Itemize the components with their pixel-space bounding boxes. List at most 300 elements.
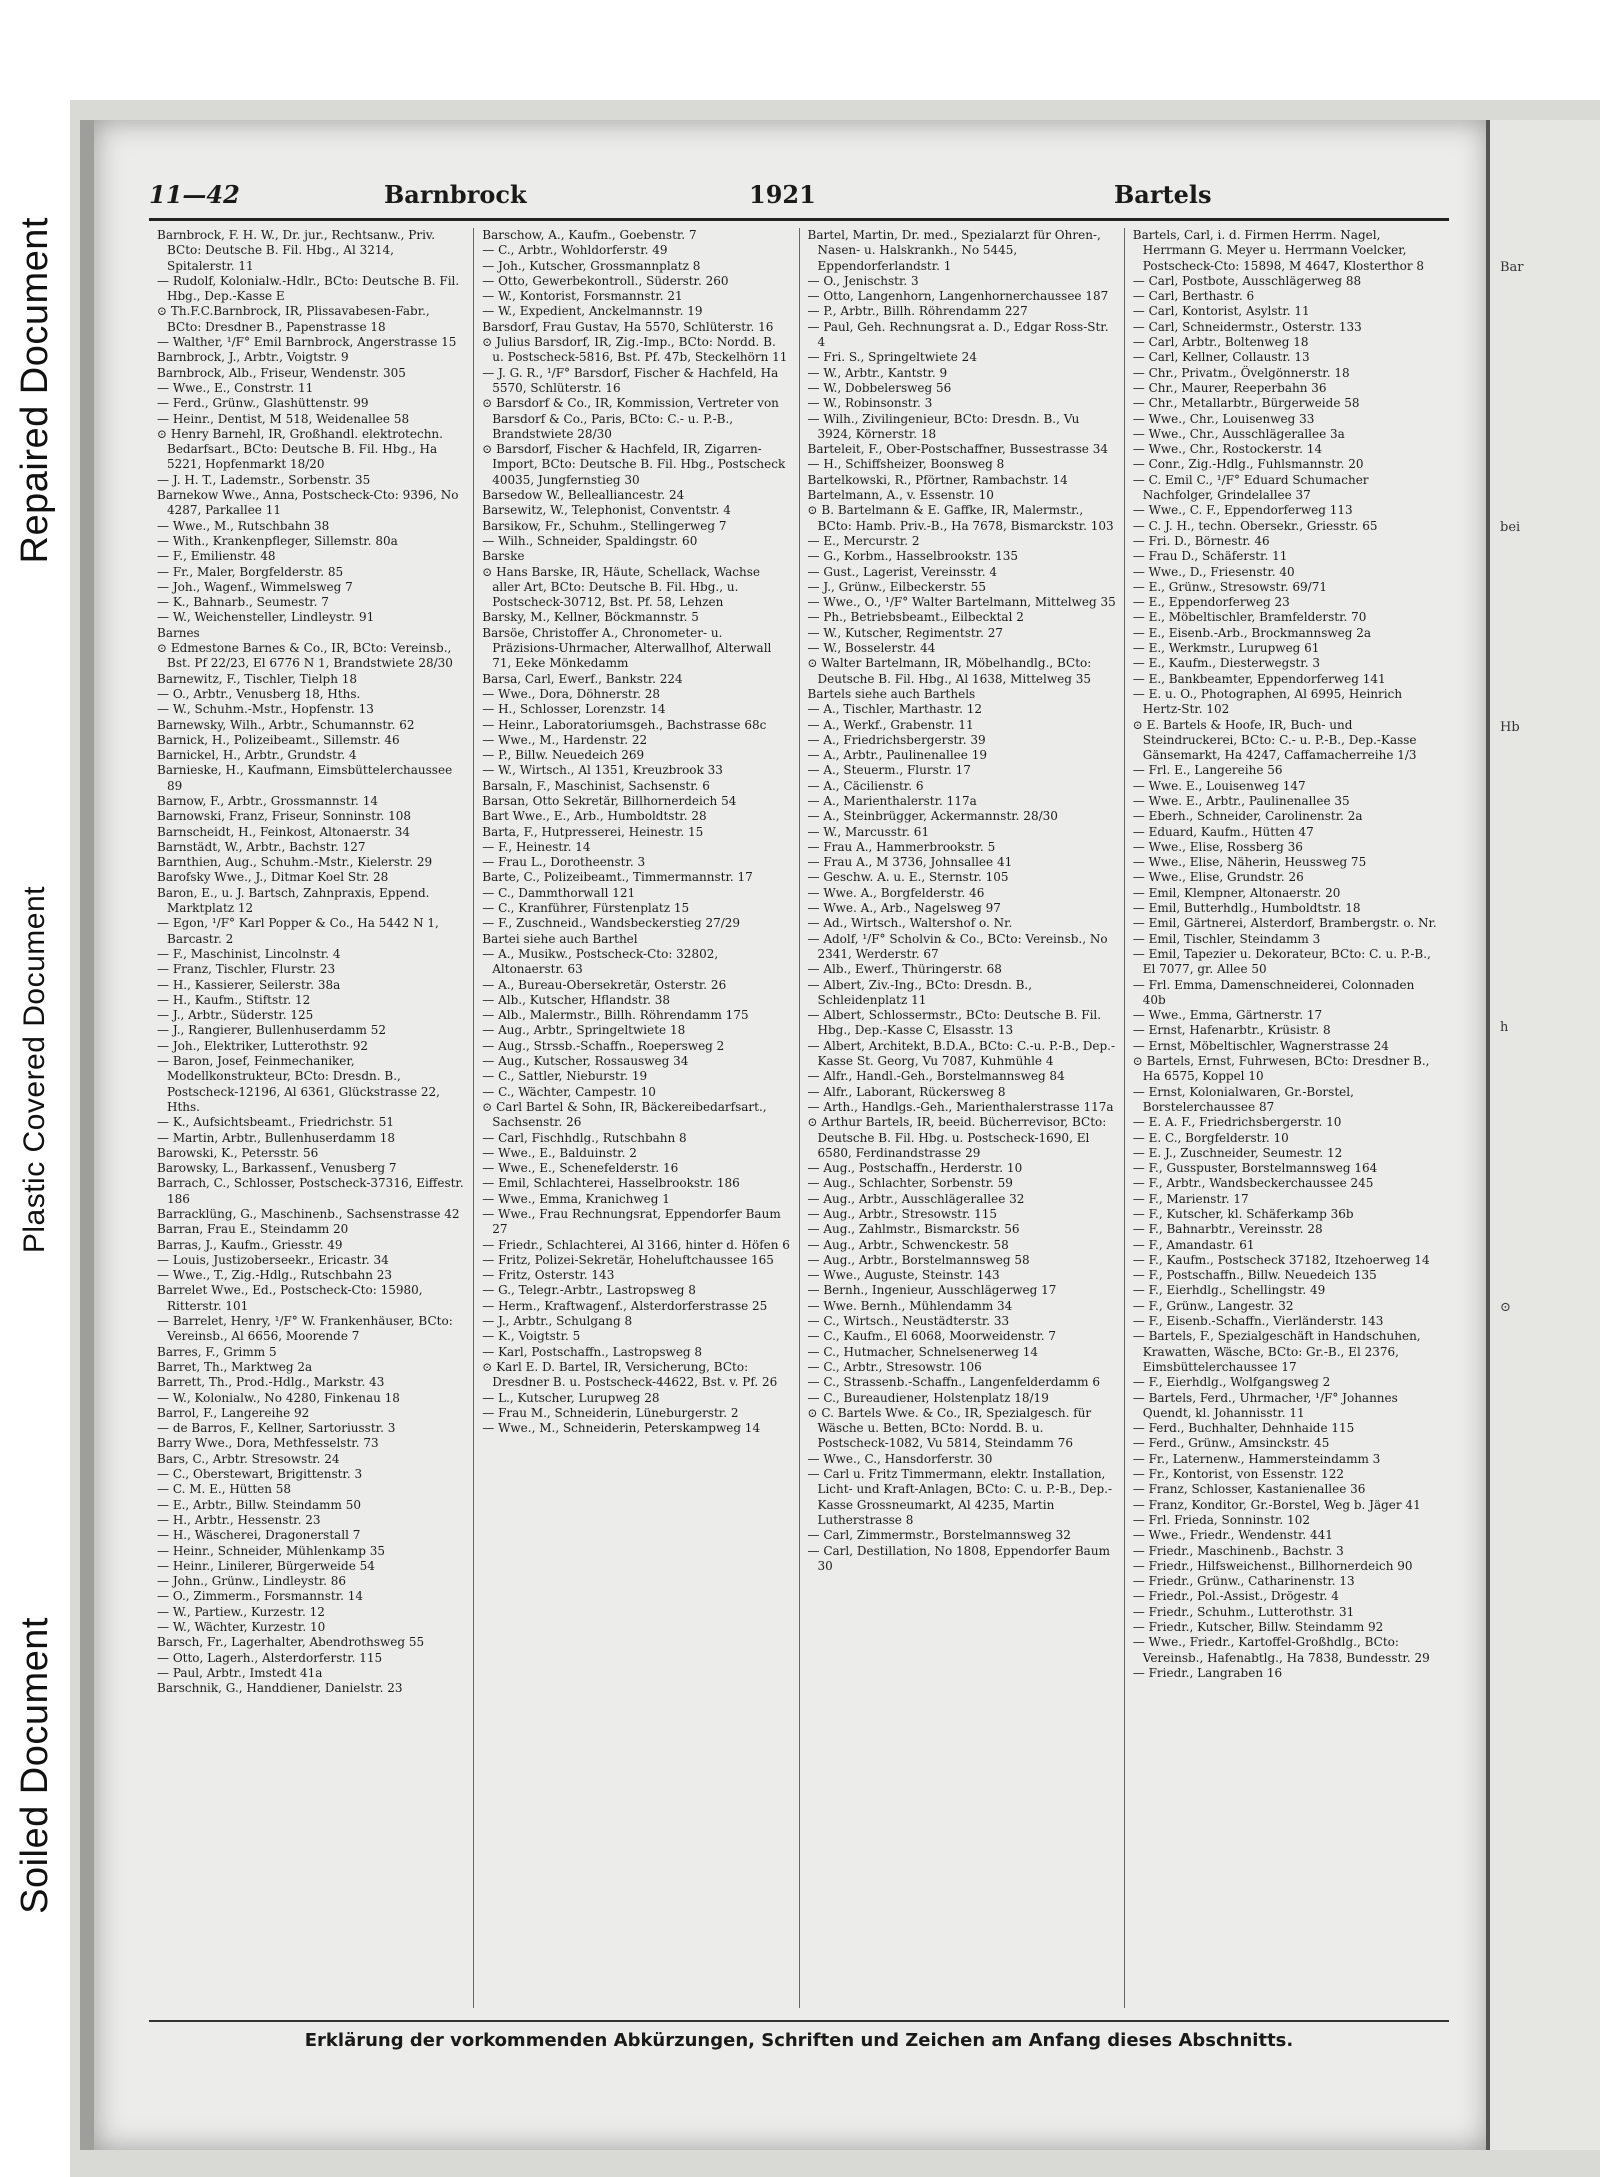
directory-entry: — Friedr., Kutscher, Billw. Steindamm 92: [1132, 1620, 1384, 1635]
directory-entry: — F., Heinestr. 14: [482, 839, 591, 854]
directory-entry: — Emil, Tischler, Steindamm 3: [1132, 931, 1321, 946]
directory-entry: — Karl, Postschaffn., Lastropsweg 8: [482, 1344, 703, 1359]
directory-entry: — Frau A., M 3736, Johnsallee 41: [807, 855, 1013, 870]
directory-entry: ⊙ Th.F.C.Barnbrock, IR, Plissavabesen-Fabr., BCto: Dresdner B., Papenstrasse 18: [157, 304, 430, 334]
directory-entry: — Aug., Arbtr., Stresowstr. 115: [807, 1207, 998, 1221]
footer-rule: [149, 2020, 1449, 2022]
directory-entry: — A., Steinbrügger, Ackermannstr. 28/30: [807, 809, 1058, 824]
directory-entry: — L., Kutscher, Lurupweg 28: [482, 1390, 660, 1405]
directory-entry: — Chr., Maurer, Reeperbahn 36: [1132, 380, 1327, 395]
scanned-document: [70, 100, 1600, 2177]
directory-entry: — A., Bureau-Obersekretär, Osterstr. 26: [482, 977, 727, 992]
directory-entry: — O., Jenischstr. 3: [807, 273, 919, 288]
directory-entry: — Wilh., Zivilingenieur, BCto: Dresdn. B., Vu 3924, Körnerstr. 18: [807, 411, 1080, 441]
directory-entry: — Ad., Wirtsch., Waltershof o. Nr.: [807, 916, 1013, 931]
directory-entry: — Herm., Kraftwagenf., Alsterdorferstrasse 25: [482, 1298, 768, 1313]
directory-entry: — Carl, Arbtr., Boltenweg 18: [1132, 335, 1309, 350]
directory-entry: Barnick, H., Polizeibeamt., Sillemstr. 46: [157, 732, 400, 747]
directory-entry: — Louis, Justizoberseekr., Ericastr. 34: [157, 1252, 389, 1267]
directory-entry: Barschnik, G., Handdiener, Danielstr. 23: [157, 1681, 403, 1696]
head-year: 1921: [749, 180, 816, 209]
directory-entry: — Aug., Arbtr., Borstelmannsweg 58: [807, 1252, 1030, 1267]
side-label-soiled: [0, 1365, 70, 2165]
directory-entry: Barte, C., Polizeibeamt., Timmermannstr. 17: [482, 870, 753, 885]
directory-entry: — Aug., Arbtr., Springeltwiete 18: [482, 1023, 686, 1038]
directory-entry: — K., Voigtstr. 5: [482, 1329, 581, 1344]
side-label-plastic: [0, 790, 70, 1350]
directory-entry: ⊙ Hans Barske, IR, Häute, Schellack, Wachse aller Art, BCto: Deutsche B. Fil. Hbg., u. Postscheck-30712, Bst. Pf. 58, Lehzen: [482, 564, 760, 610]
directory-entry: — Friedr., Maschinenb., Bachstr. 3: [1132, 1543, 1344, 1558]
directory-entry: ⊙ Edmestone Barnes & Co., IR, BCto: Vereinsb., Bst. Pf 22/23, El 6776 N 1, Brandstwiete 28/30: [157, 641, 453, 671]
directory-entry: — W., Schuhm.-Mstr., Hopfenstr. 13: [157, 702, 374, 717]
directory-entry: — E., Kaufm., Diesterwegstr. 3: [1132, 656, 1320, 671]
directory-entry: Barnes: [157, 625, 200, 640]
directory-entry: — Alfr., Laborant, Rückersweg 8: [807, 1084, 1006, 1099]
directory-entry: Barnbrock, Alb., Friseur, Wendenstr. 305: [157, 365, 406, 380]
directory-entry: ⊙ Julius Barsdorf, IR, Zig.-Imp., BCto: Nordd. B. u. Postscheck-5816, Bst. Pf. 47b, Steckelhörn 11: [482, 335, 788, 365]
adjacent-page-fragment: ⊙: [1500, 1300, 1511, 1315]
directory-entry: — Franz, Konditor, Gr.-Borstel, Weg b. Jäger 41: [1132, 1497, 1421, 1512]
directory-entry: — Wwe., E., Balduinstr. 2: [482, 1145, 637, 1160]
directory-entry: — Wwe., M., Schneiderin, Peterskampweg 14: [482, 1421, 761, 1436]
directory-entry: — Emil, Gärtnerei, Alsterdorf, Brambergstr. o. Nr.: [1132, 916, 1437, 931]
directory-entry: — Frau L., Dorotheenstr. 3: [482, 855, 646, 870]
directory-entry: — Egon, ¹/F° Karl Popper & Co., Ha 5442 N 1, Barcastr. 2: [157, 916, 439, 946]
directory-entry: — Wwe., Emma, Kranichweg 1: [482, 1191, 670, 1206]
side-label-text: Soiled Document: [13, 1616, 56, 1914]
directory-entry: Barnewitz, F., Tischler, Tielph 18: [157, 671, 358, 686]
directory-entry: — E., Eisenb.-Arb., Brockmannsweg 2a: [1132, 625, 1372, 640]
directory-entry: Barsan, Otto Sekretär, Billhornerdeich 54: [482, 793, 737, 808]
directory-entry: Barowsky, L., Barkassenf., Venusberg 7: [157, 1161, 397, 1176]
directory-entry: — Arth., Handlgs.-Geh., Marienthalerstrasse 117a: [807, 1099, 1114, 1114]
directory-page: [80, 120, 1489, 2150]
directory-entry: — Wwe., E., Schenefelderstr. 16: [482, 1161, 679, 1176]
directory-entry: — C., Wirtsch., Neustädterstr. 33: [807, 1314, 1010, 1329]
directory-entry: — Wwe. Bernh., Mühlendamm 34: [807, 1298, 1013, 1313]
directory-entry: — Fritz, Osterstr. 143: [482, 1268, 615, 1283]
directory-entry: Barsdorf, Frau Gustav, Ha 5570, Schlüterstr. 16: [482, 319, 774, 334]
directory-entry: — Carl, Schneidermstr., Osterstr. 133: [1132, 319, 1362, 334]
directory-entry: ⊙ Arthur Bartels, IR, beeid. Bücherrevisor, BCto: Deutsche B. Fil. Hbg. u. Postscheck-1690, El 6580, Ferdinandstrasse 29: [807, 1115, 1107, 1160]
directory-entry: — Albert, Schlossermstr., BCto: Deutsche B. Fil. Hbg., Dep.-Kasse C, Elsasstr. 13: [807, 1008, 1102, 1038]
adjacent-page-fragment: Hb: [1500, 720, 1520, 735]
directory-entry: — Alb., Kutscher, Hflandstr. 38: [482, 992, 671, 1007]
directory-entry: Barschow, A., Kaufm., Goebenstr. 7: [482, 228, 697, 242]
directory-entry: — W., Weichensteller, Lindleystr. 91: [157, 610, 375, 625]
directory-entry: — A., Cäcilienstr. 6: [807, 778, 924, 793]
directory-entry: Barnthien, Aug., Schuhm.-Mstr., Kielerstr. 29: [157, 855, 433, 870]
head-from-name: Barnbrock: [384, 180, 527, 209]
directory-entry: ⊙ C. Bartels Wwe. & Co., IR, Spezialgesch. für Wäsche u. Betten, BCto: Nordd. B. u. Postscheck-1082, Vu 5814, Steindamm 76: [807, 1405, 1092, 1451]
directory-entry: — G., Telegr.-Arbtr., Lastropsweg 8: [482, 1283, 696, 1298]
directory-entry: ⊙ Bartels, Ernst, Fuhrwesen, BCto: Dresdner B., Ha 6575, Koppel 10: [1132, 1054, 1430, 1084]
directory-entry: — Otto, Langenhorn, Langenhornerchaussee 187: [807, 289, 1109, 304]
directory-entry: — K., Bahnarb., Seumestr. 7: [157, 595, 329, 610]
directory-entry: — F., Grünw., Langestr. 32: [1132, 1298, 1294, 1313]
directory-entry: Baron, E., u. J. Bartsch, Zahnpraxis, Eppend. Marktplatz 12: [157, 885, 430, 916]
directory-entry: — J., Rangierer, Bullenhuserdamm 52: [157, 1023, 387, 1038]
directory-entry: — Carl u. Fritz Timmermann, elektr. Installation, Licht- und Kraft-Anlagen, BCto: C. u. P.-B., Dep.-Kasse Grossneumarkt, Al 4235, Martin Lutherstrasse 8: [807, 1467, 1113, 1527]
directory-entry: — Emil, Schlachterei, Hasselbrookstr. 186: [482, 1176, 740, 1191]
directory-entry: — Wwe. A., Borgfelderstr. 46: [807, 885, 985, 900]
directory-entry: — de Barros, F., Kellner, Sartoriusstr. 3: [157, 1421, 396, 1436]
directory-entry: — Walther, ¹/F° Emil Barnbrock, Angerstrasse 15: [157, 335, 457, 350]
directory-entry: — Chr., Privatm., Övelgönnerstr. 18: [1132, 365, 1350, 380]
directory-entry: — Fr., Laternenw., Hammersteindamm 3: [1132, 1451, 1381, 1466]
directory-entry: — Paul, Geh. Rechnungsrat a. D., Edgar Ross-Str. 4: [807, 319, 1109, 350]
directory-entry: — F., Postschaffn., Billw. Neuedeich 135: [1132, 1268, 1377, 1283]
directory-entry: — Aug., Postschaffn., Herderstr. 10: [807, 1161, 1023, 1176]
directory-entry: — C., Bureaudiener, Holstenplatz 18/19: [807, 1390, 1049, 1405]
directory-entry: Barran, Frau E., Steindamm 20: [157, 1222, 349, 1237]
side-divider: [0, 1355, 70, 1359]
directory-entry: — Gust., Lagerist, Vereinsstr. 4: [807, 564, 998, 579]
directory-entry: — Albert, Ziv.-Ing., BCto: Dresdn. B., Schleidenplatz 11: [807, 977, 1033, 1007]
directory-entry: — Carl, Kontorist, Asylstr. 11: [1132, 304, 1310, 319]
directory-entry: — Ferd., Buchhalter, Dehnhaide 115: [1132, 1421, 1355, 1436]
directory-entry: ⊙ Walter Bartelmann, IR, Möbelhandlg., BCto: Deutsche B. Fil. Hbg., Al 1638, Mittelweg 35: [807, 656, 1092, 686]
directory-entry: Barrelet Wwe., Ed., Postscheck-Cto: 15980, Ritterstr. 101: [157, 1283, 423, 1313]
directory-entry: — E. u. O., Photographen, Al 6995, Heinrich Hertz-Str. 102: [1132, 686, 1403, 717]
directory-entry: — Bartels, Ferd., Uhrmacher, ¹/F° Johannes Quendt, kl. Johannisstr. 11: [1132, 1390, 1398, 1420]
directory-entry: — Wwe., Frau Rechnungsrat, Eppendorfer Baum 27: [482, 1207, 781, 1237]
directory-entry: — Frau D., Schäferstr. 11: [1132, 549, 1288, 564]
directory-entry: — Geschw. A. u. E., Sternstr. 105: [807, 870, 1009, 885]
directory-entry: — C., Arbtr., Wohldorferstr. 49: [482, 243, 668, 258]
directory-column: [1125, 228, 1449, 2008]
directory-entry: Bars, C., Arbtr. Stresowstr. 24: [157, 1451, 340, 1466]
directory-entry: — Ernst, Möbeltischler, Wagnerstrasse 24: [1132, 1038, 1389, 1053]
directory-entry: — J. H. T., Lademstr., Sorbenstr. 35: [157, 472, 371, 487]
directory-entry: — Aug., Arbtr., Schwenckestr. 58: [807, 1237, 1009, 1252]
directory-entry: — C., Dammthorwall 121: [482, 885, 636, 900]
directory-entry: — H., Schlosser, Lorenzstr. 14: [482, 702, 666, 717]
directory-entry: — A., Tischler, Marthastr. 12: [807, 702, 983, 717]
directory-entry: Barrett, Th., Prod.-Hdlg., Markstr. 43: [157, 1375, 385, 1390]
directory-entry: — Otto, Gewerbekontroll., Süderstr. 260: [482, 273, 729, 288]
directory-entry: Barnscheidt, H., Feinkost, Altonaerstr. 34: [157, 824, 411, 839]
directory-entry: Barsaln, F., Maschinist, Sachsenstr. 6: [482, 778, 710, 793]
directory-entry: Barowski, K., Petersstr. 56: [157, 1145, 319, 1160]
directory-entry: — C., Strassenb.-Schaffn., Langenfelderdamm 6: [807, 1375, 1100, 1390]
directory-entry: — Martin, Arbtr., Bullenhuserdamm 18: [157, 1130, 395, 1145]
directory-entry: Barnstädt, W., Arbtr., Bachstr. 127: [157, 839, 366, 854]
side-label-text: Repaired Document: [13, 216, 56, 564]
directory-entry: — Fri. S., Springeltwiete 24: [807, 350, 977, 365]
directory-entry: Barnieske, H., Kaufmann, Eimsbüttelerchaussee 89: [157, 763, 453, 793]
directory-entry: — Alb., Ewerf., Thüringerstr. 68: [807, 962, 1002, 977]
directory-entry: — Fri. D., Börnestr. 46: [1132, 533, 1270, 548]
side-label-repaired: [0, 0, 70, 780]
directory-entry: — Bernh., Ingenieur, Ausschlägerweg 17: [807, 1283, 1057, 1298]
directory-entry: — Frl. Emma, Damenschneiderei, Colonnaden 40b: [1132, 977, 1415, 1007]
directory-entry: ⊙ Barsdorf, Fischer & Hachfeld, IR, Zigarren-Import, BCto: Deutsche B. Fil. Hbg., Postscheck 40035, Jungfernstieg 30: [482, 442, 786, 487]
directory-entry: — Wwe. E., Louisenweg 147: [1132, 778, 1306, 793]
directory-entry: Barnbrock, J., Arbtr., Voigtstr. 9: [157, 350, 349, 365]
directory-entry: — A., Steuerm., Flurstr. 17: [807, 763, 971, 778]
directory-entry: — Carl, Kellner, Collaustr. 13: [1132, 350, 1310, 365]
directory-entry: — F., Kutscher, kl. Schäferkamp 36b: [1132, 1207, 1354, 1221]
directory-entry: Barsa, Carl, Ewerf., Bankstr. 224: [482, 671, 683, 686]
directory-entry: — Wwe., E., Constrstr. 11: [157, 380, 314, 395]
directory-entry: — Ferd., Grünw., Amsinckstr. 45: [1132, 1436, 1330, 1451]
directory-entry: — Otto, Lagerh., Alsterdorferstr. 115: [157, 1650, 383, 1665]
directory-entry: Barta, F., Hutpresserei, Heinestr. 15: [482, 824, 704, 839]
directory-entry: — Ph., Betriebsbeamt., Eilbecktal 2: [807, 610, 1024, 625]
directory-entry: — Emil, Butterhdlg., Humboldtstr. 18: [1132, 901, 1361, 916]
directory-entry: — W., Kutscher, Regimentstr. 27: [807, 625, 1003, 640]
directory-entry: — C., Oberstewart, Brigittenstr. 3: [157, 1467, 363, 1482]
directory-entry: — Fritz, Polizei-Sekretär, Hoheluftchaussee 165: [482, 1252, 774, 1267]
running-head: [149, 180, 1449, 220]
directory-entry: — Barrelet, Henry, ¹/F° W. Frankenhäuser, BCto: Vereinsb., Al 6656, Moorende 7: [157, 1314, 453, 1344]
directory-entry: — E., Mercurstr. 2: [807, 533, 920, 548]
directory-entry: — Eduard, Kaufm., Hütten 47: [1132, 824, 1314, 839]
directory-entry: — Frl. E., Langereihe 56: [1132, 763, 1283, 778]
directory-columns: [149, 228, 1449, 2008]
directory-entry: — H., Kassierer, Seilerstr. 38a: [157, 977, 341, 992]
directory-entry: — Aug., Schlachter, Sorbenstr. 59: [807, 1176, 1013, 1191]
directory-entry: — Wwe., Elise, Rossberg 36: [1132, 839, 1303, 854]
directory-entry: Barrach, C., Schlosser, Postscheck-37316, Eiffestr. 186: [157, 1176, 464, 1206]
directory-entry: Barsch, Fr., Lagerhalter, Abendrothsweg 55: [157, 1635, 425, 1650]
directory-entry: — Franz, Schlosser, Kastanienallee 36: [1132, 1482, 1366, 1497]
directory-entry: — H., Wäscherei, Dragonerstall 7: [157, 1528, 361, 1543]
directory-entry: — W., Marcusstr. 61: [807, 824, 930, 839]
directory-entry: — Ernst, Hafenarbtr., Krüsistr. 8: [1132, 1023, 1331, 1038]
directory-entry: — W., Robinsonstr. 3: [807, 396, 933, 411]
directory-entry: — A., Musikw., Postscheck-Cto: 32802, Altonaerstr. 63: [482, 946, 719, 977]
directory-column: [800, 228, 1125, 2008]
directory-entry: — Joh., Wagenf., Wimmelsweg 7: [157, 579, 353, 594]
directory-entry: Barnewsky, Wilh., Arbtr., Schumannstr. 62: [157, 717, 415, 732]
directory-entry: — W., Dobbelersweg 56: [807, 380, 952, 395]
directory-entry: — Emil, Tapezier u. Dekorateur, BCto: C. u. P.-B., El 7077, gr. Allee 50: [1132, 946, 1431, 977]
directory-entry: — A., Arbtr., Paulinenallee 19: [807, 748, 987, 763]
directory-entry: — G., Korbm., Hasselbrookstr. 135: [807, 549, 1018, 564]
side-label-text: Plastic Covered Document: [18, 886, 51, 1254]
directory-entry: — Wwe., Dora, Döhnerstr. 28: [482, 686, 661, 701]
directory-entry: Bart Wwe., E., Arb., Humboldtstr. 28: [482, 809, 707, 824]
directory-entry: — Wwe., Auguste, Steinstr. 143: [807, 1268, 1000, 1283]
directory-entry: Barracklüng, G., Maschinenb., Sachsenstrasse 42: [157, 1207, 460, 1221]
directory-entry: — Wwe., Friedr., Wendenstr. 441: [1132, 1528, 1333, 1543]
directory-entry: — Wwe., Elise, Grundstr. 26: [1132, 870, 1304, 885]
directory-entry: — Emil, Klempner, Altonaerstr. 20: [1132, 885, 1341, 900]
directory-entry: Barrol, F., Langereihe 92: [157, 1405, 310, 1420]
directory-entry: — Chr., Metallarbtr., Bürgerweide 58: [1132, 396, 1360, 411]
directory-entry: — J. G. R., ¹/F° Barsdorf, Fischer & Hachfeld, Ha 5570, Schlüterstr. 16: [482, 365, 779, 395]
directory-entry: Barsedow W., Bellealliancestr. 24: [482, 488, 685, 503]
directory-entry: — P., Billw. Neuedeich 269: [482, 748, 645, 763]
directory-entry: — E. J., Zuschneider, Seumestr. 12: [1132, 1145, 1343, 1160]
directory-entry: — W., Kolonialw., No 4280, Finkenau 18: [157, 1390, 400, 1405]
directory-entry: — Carl, Postbote, Ausschlägerweg 88: [1132, 273, 1362, 288]
adjacent-page-fragment: Bar: [1500, 260, 1524, 275]
directory-entry: — W., Wirtsch., Al 1351, Kreuzbrook 33: [482, 763, 723, 778]
directory-entry: — Wwe., Elise, Näherin, Heussweg 75: [1132, 855, 1367, 870]
directory-entry: — Albert, Architekt, B.D.A., BCto: C.-u. P.-B., Dep.-Kasse St. Georg, Vu 7087, Kuhmühle 4: [807, 1038, 1116, 1069]
directory-column: [149, 228, 474, 2008]
directory-entry: — F., Marienstr. 17: [1132, 1191, 1249, 1206]
directory-entry: — F., Maschinist, Lincolnstr. 4: [157, 946, 341, 961]
page-number: 11—42: [149, 180, 240, 209]
directory-entry: — Wilh., Schneider, Spaldingstr. 60: [482, 533, 698, 548]
directory-entry: Barnekow Wwe., Anna, Postscheck-Cto: 9396, No 4287, Parkallee 11: [157, 488, 459, 518]
directory-entry: — F., Zuschneid., Wandsbeckerstieg 27/29: [482, 916, 741, 931]
directory-entry: — C. M. E., Hütten 58: [157, 1482, 292, 1497]
directory-entry: — C. Emil C., ¹/F° Eduard Schumacher Nachfolger, Grindelallee 37: [1132, 472, 1369, 503]
directory-entry: — F., Eisenb.-Schaffn., Vierländerstr. 143: [1132, 1314, 1384, 1329]
directory-entry: — Baron, Josef, Feinmechaniker, Modellkonstrukteur, BCto: Dresdn. B., Postscheck-12196, Al 6361, Glückstrasse 22, Hths.: [157, 1054, 440, 1114]
directory-entry: — Wwe., Friedr., Kartoffel-Großhdlg., BCto: Vereinsb., Hafenabtlg., Ha 7838, Bundesstr. 29: [1132, 1635, 1430, 1665]
directory-entry: — Bartels, F., Spezialgeschäft in Handschuhen, Krawatten, Wäsche, BCto: Gr.-B., El 2376, Eimsbüttelerchaussee 17: [1132, 1329, 1421, 1374]
directory-entry: Bartels, Carl, i. d. Firmen Herrm. Nagel, Herrmann G. Meyer u. Herrmann Voelcker, Postscheck-Cto: 15898, M 4647, Klosterthor 8: [1132, 228, 1425, 273]
directory-entry: — W., Arbtr., Kantstr. 9: [807, 365, 948, 380]
directory-entry: Barnowski, Franz, Friseur, Sonninstr. 108: [157, 809, 412, 824]
adjacent-page-fragment: h: [1500, 1020, 1509, 1035]
directory-entry: Barsöe, Christoffer A., Chronometer- u. Präzisions-Uhrmacher, Alterwallhof, Alterwall 71, Eeke Mönkedamm: [482, 625, 772, 671]
directory-entry: Barres, F., Grimm 5: [157, 1344, 277, 1359]
directory-entry: Bartel, Martin, Dr. med., Spezialarzt für Ohren-, Nasen- u. Halskrankh., No 5445, Eppendorferlandstr. 1: [807, 228, 1101, 273]
directory-entry: — Friedr., Grünw., Catharinenstr. 13: [1132, 1574, 1355, 1589]
directory-entry: — F., Amandastr. 61: [1132, 1237, 1255, 1252]
directory-entry: — Heinr., Dentist, M 518, Weidenallee 58: [157, 411, 410, 426]
directory-entry: — Carl, Fischhdlg., Rutschbahn 8: [482, 1130, 687, 1145]
directory-entry: — C., Kaufm., El 6068, Moorweidenstr. 7: [807, 1329, 1057, 1344]
directory-entry: — Friedr., Hilfsweichenst., Billhornerdeich 90: [1132, 1558, 1413, 1573]
directory-entry: — Friedr., Pol.-Assist., Drögestr. 4: [1132, 1589, 1339, 1604]
directory-entry: — F., Emilienstr. 48: [157, 549, 276, 564]
directory-entry: — O., Arbtr., Venusberg 18, Hths.: [157, 686, 361, 701]
directory-entry: — W., Wächter, Kurzestr. 10: [157, 1620, 326, 1635]
directory-entry: — O., Zimmerm., Forsmannstr. 14: [157, 1589, 364, 1604]
directory-entry: — Ferd., Grünw., Glashüttenstr. 99: [157, 396, 369, 411]
directory-entry: — A., Werkf., Grabenstr. 11: [807, 717, 974, 732]
directory-entry: — C., Wächter, Campestr. 10: [482, 1084, 656, 1099]
directory-entry: — Friedr., Schuhm., Lutterothstr. 31: [1132, 1604, 1355, 1619]
directory-entry: — Paul, Arbtr., Imstedt 41a: [157, 1665, 323, 1680]
directory-entry: — Frau A., Hammerbrookstr. 5: [807, 839, 996, 854]
directory-entry: — Aug., Zahlmstr., Bismarckstr. 56: [807, 1222, 1020, 1237]
directory-entry: — Heinr., Schneider, Mühlenkamp 35: [157, 1543, 385, 1558]
directory-entry: — Frl. Frieda, Sonninstr. 102: [1132, 1512, 1310, 1527]
directory-entry: ⊙ Carl Bartel & Sohn, IR, Bäckereibedarfsart., Sachsenstr. 26: [482, 1099, 767, 1130]
directory-entry: — J., Grünw., Eilbeckerstr. 55: [807, 579, 987, 594]
directory-entry: — Fr., Maler, Borgfelderstr. 85: [157, 564, 344, 579]
directory-entry: ⊙ Karl E. D. Bartel, IR, Versicherung, BCto: Dresdner B. u. Postscheck-44622, Bst. v. Pf. 26: [482, 1359, 778, 1390]
directory-entry: — Eberh., Schneider, Carolinenstr. 2a: [1132, 809, 1363, 824]
directory-entry: Barsky, M., Kellner, Böckmannstr. 5: [482, 610, 699, 625]
directory-entry: — Aug., Kutscher, Rossausweg 34: [482, 1054, 689, 1069]
directory-entry: — H., Arbtr., Hessenstr. 23: [157, 1512, 321, 1527]
directory-entry: — E., Bankbeamter, Eppendorferweg 141: [1132, 671, 1386, 686]
directory-entry: — F., Eierhdlg., Schellingstr. 49: [1132, 1283, 1326, 1298]
directory-entry: — Frau M., Schneiderin, Lüneburgerstr. 2: [482, 1405, 739, 1420]
directory-entry: — E., Werkmstr., Lurupweg 61: [1132, 641, 1320, 656]
directory-entry: — Wwe., O., ¹/F° Walter Bartelmann, Mittelweg 35: [807, 595, 1116, 610]
directory-entry: Barteleit, F., Ober-Postschaffner, Bussestrasse 34: [807, 442, 1108, 457]
directory-entry: Barry Wwe., Dora, Methfesselstr. 73: [157, 1436, 379, 1451]
directory-entry: — E., Grünw., Stresowstr. 69/71: [1132, 579, 1327, 594]
directory-entry: Barske: [482, 549, 525, 564]
directory-entry: — Wwe., D., Friesenstr. 40: [1132, 564, 1295, 579]
directory-entry: — A., Marienthalerstr. 117a: [807, 793, 977, 808]
directory-entry: — Wwe., M., Rutschbahn 38: [157, 518, 330, 533]
directory-entry: — E., Arbtr., Billw. Steindamm 50: [157, 1497, 361, 1512]
directory-column: [474, 228, 799, 2008]
directory-entry: — F., Eierhdlg., Wolfgangsweg 2: [1132, 1375, 1331, 1390]
directory-entry: — C., Arbtr., Stresowstr. 106: [807, 1359, 982, 1374]
directory-entry: — Franz, Tischler, Flurstr. 23: [157, 962, 336, 977]
directory-entry: — Adolf, ¹/F° Scholvin & Co., BCto: Vereinsb., No 2341, Werderstr. 67: [807, 931, 1108, 961]
directory-entry: — Wwe., Chr., Louisenweg 33: [1132, 411, 1315, 426]
directory-entry: — Wwe., T., Zig.-Hdlg., Rutschbahn 23: [157, 1268, 393, 1283]
directory-entry: ⊙ Barsdorf & Co., IR, Kommission, Vertreter von Barsdorf & Co., Paris, BCto: C.- u. P.-B., Brandstwiete 28/30: [482, 396, 779, 441]
directory-entry: — Carl, Berthastr. 6: [1132, 289, 1255, 304]
head-to-name: Bartels: [1114, 180, 1212, 209]
directory-entry: — Wwe., Emma, Gärtnerstr. 17: [1132, 1008, 1323, 1023]
directory-entry: — Friedr., Langraben 16: [1132, 1665, 1283, 1680]
directory-entry: — E., Möbeltischler, Bramfelderstr. 70: [1132, 610, 1367, 625]
directory-entry: Bartei siehe auch Barthel: [482, 931, 638, 946]
directory-entry: — Wwe., M., Hardenstr. 22: [482, 732, 648, 747]
directory-entry: — Joh., Elektriker, Lutterothstr. 92: [157, 1038, 369, 1053]
directory-entry: — E., Eppendorferweg 23: [1132, 595, 1290, 610]
directory-entry: — Joh., Kutscher, Grossmannplatz 8: [482, 258, 701, 273]
adjacent-page-fragment: bei: [1500, 520, 1521, 535]
directory-entry: — Alfr., Handl.-Geh., Borstelmannsweg 84: [807, 1069, 1065, 1084]
directory-entry: ⊙ B. Bartelmann & E. Gaffke, IR, Malermstr., BCto: Hamb. Priv.-B., Ha 7678, Bismarckstr. 103: [807, 503, 1114, 533]
directory-entry: — Heinr., Laboratoriumsgeh., Bachstrasse 68c: [482, 717, 767, 732]
directory-entry: — Wwe., Chr., Rostockerstr. 14: [1132, 442, 1323, 457]
directory-entry: — Wwe. E., Arbtr., Paulinenallee 35: [1132, 793, 1350, 808]
directory-entry: Barsewitz, W., Telephonist, Conventstr. 4: [482, 503, 731, 518]
directory-entry: — Heinr., Linilerer, Bürgerweide 54: [157, 1558, 375, 1573]
directory-entry: — A., Friedrichsbergerstr. 39: [807, 732, 986, 747]
directory-entry: — Carl, Zimmermstr., Borstelmannsweg 32: [807, 1528, 1071, 1543]
adjacent-page-edge: [1486, 120, 1600, 2150]
directory-entry: — F., Kaufm., Postscheck 37182, Itzehoerweg 14: [1132, 1252, 1430, 1267]
directory-entry: — E. C., Borgfelderstr. 10: [1132, 1130, 1289, 1145]
directory-entry: — F., Arbtr., Wandsbeckerchaussee 245: [1132, 1176, 1374, 1191]
directory-entry: — C., Sattler, Nieburstr. 19: [482, 1069, 648, 1084]
head-rule: [149, 218, 1449, 221]
directory-entry: — Fr., Kontorist, von Essenstr. 122: [1132, 1467, 1344, 1482]
directory-entry: — W., Bosselerstr. 44: [807, 641, 936, 656]
directory-entry: — Conr., Zig.-Hdlg., Fuhlsmannstr. 20: [1132, 457, 1364, 472]
directory-entry: Bartelmann, A., v. Essenstr. 10: [807, 488, 994, 503]
directory-entry: — F., Bahnarbtr., Vereinsstr. 28: [1132, 1222, 1323, 1237]
directory-entry: — W., Kontorist, Forsmannstr. 21: [482, 289, 683, 304]
directory-entry: — With., Krankenpfleger, Sillemstr. 80a: [157, 533, 398, 548]
directory-entry: — H., Schiffsheizer, Boonsweg 8: [807, 457, 1005, 472]
directory-entry: — F., Gusspuster, Borstelmannsweg 164: [1132, 1161, 1378, 1176]
directory-entry: — Friedr., Schlachterei, Al 3166, hinter d. Höfen 6: [482, 1237, 790, 1252]
side-divider: [0, 780, 70, 784]
directory-entry: — C., Hutmacher, Schnelsenerweg 14: [807, 1344, 1038, 1359]
directory-entry: — Alb., Malermstr., Billh. Röhrendamm 175: [482, 1008, 749, 1023]
directory-entry: — H., Kaufm., Stiftstr. 12: [157, 992, 311, 1007]
page-footer: Erklärung der vorkommenden Abkürzungen, Schriften und Zeichen am Anfang dieses Abschnitts.: [304, 2030, 1294, 2051]
directory-entry: — P., Arbtr., Billh. Röhrendamm 227: [807, 304, 1028, 319]
directory-entry: — Wwe., C., Hansdorferstr. 30: [807, 1451, 993, 1466]
directory-entry: — E. A. F., Friedrichsbergerstr. 10: [1132, 1115, 1342, 1130]
directory-entry: Barsikow, Fr., Schuhm., Stellingerweg 7: [482, 518, 727, 533]
directory-entry: Barret, Th., Marktweg 2a: [157, 1359, 313, 1374]
directory-entry: — W., Expedient, Anckelmannstr. 19: [482, 304, 703, 319]
